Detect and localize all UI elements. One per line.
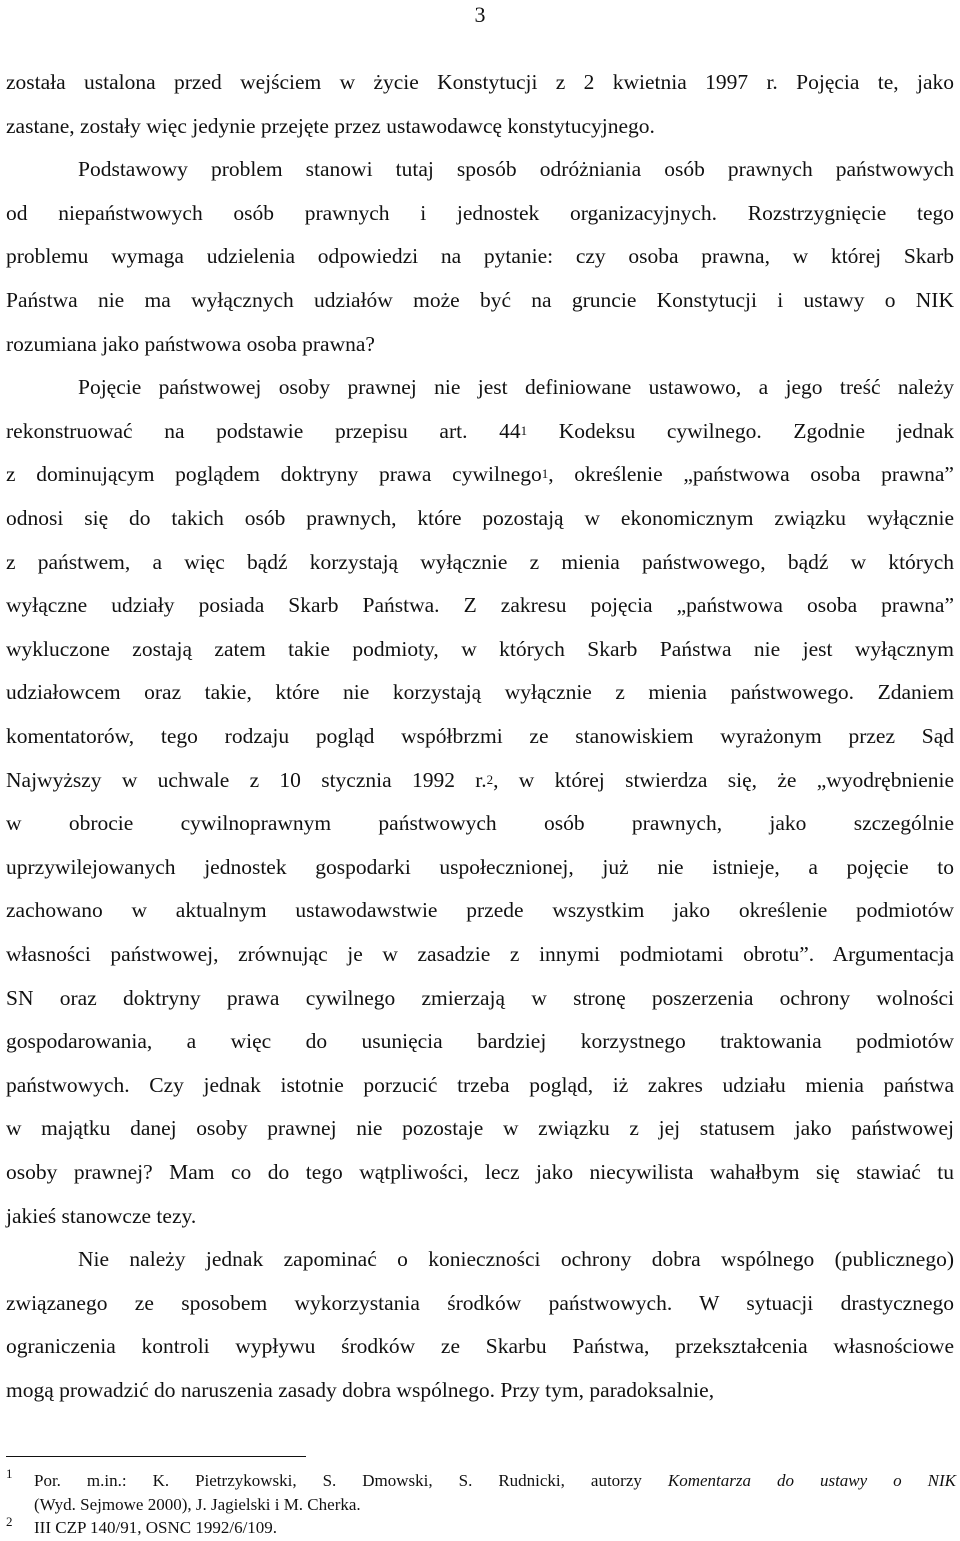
text-line [6,895,954,925]
text-line [78,372,954,402]
text-segment: osoby prawnej? Mam co do tego wątpliwości, lecz jako niecywilista wahałbym się stawiać tu [6,1160,954,1184]
text-segment: problemu wymaga udzielenia odpowiedzi na pytanie: czy osoba prawna, w której Skarb [6,244,954,269]
text-segment: związanego ze sposobem wykorzystania środków państwowych. W sytuacji drastycznego [6,1290,954,1315]
footnote-separator [6,1456,306,1457]
text-line [6,503,954,533]
text-line [6,765,954,795]
text-line [6,285,954,315]
footnote-1-mark: 1 [6,1466,13,1481]
footnote-1-text: Por. m.in.: K. Pietrzykowski, S. Dmowski, S. Rudnicki, autorzy [34,1471,668,1490]
text-line [78,1244,954,1274]
footnote-1-line-2: (Wyd. Sejmowe 2000), J. Jagielski i M. Cherka. [34,1495,361,1514]
text-segment: rekonstruować na podstawie przepisu art. 44 [6,418,521,443]
text-segment: wyłączne udziały posiada Skarb Państwa. Z zakresu pojęcia „państwowa osoba prawna” [6,593,954,618]
text-line [6,1070,954,1100]
text-line [6,459,954,489]
text-segment: , określenie „państwowa osoba prawna” [548,462,954,487]
text-segment: wykluczone zostają zatem takie podmioty, w których Skarb Państwa nie jest wyłącznym [6,636,954,661]
text-segment: jakieś stanowcze tezy. [6,1203,197,1228]
text-segment: mogą prowadzić do naruszenia zasady dobra wspólnego. Przy tym, paradoksalnie, [6,1378,715,1402]
text-line [6,808,954,838]
text-line [6,1026,954,1056]
text-line [6,677,954,707]
text-segment: ograniczenia kontroli wypływu środków ze Skarbu Państwa, przekształcenia własnościowe [6,1334,954,1359]
footnote-2-line-1: III CZP 140/91, OSNC 1992/6/109. [34,1518,278,1537]
text-segment: Kodeksu cywilnego. Zgodnie jednak [527,418,955,443]
text-segment: komentatorów, tego rodzaju pogląd współbrzmi ze stanowiskiem wyrażonym przez Sąd [6,724,954,748]
footnote-reference: 1 [541,466,549,482]
text-segment: udziałowcem oraz takie, które nie korzystają wyłącznie z mienia państwowego. Zdaniem [6,680,954,705]
text-segment: uprzywilejowanych jednostek gospodarki uspołecznionej, już nie istnieje, a pojęcie to [6,854,954,879]
text-line [6,1201,954,1231]
text-line [6,590,954,620]
page-number: 3 [474,2,486,27]
footnote-reference: 1 [520,422,528,438]
text-segment: Nie należy jednak zapominać o konieczności ochrony dobra wspólnego (publicznego) [78,1247,954,1272]
footnote-reference: 2 [486,771,494,787]
text-line [78,154,954,184]
text-line [6,329,954,359]
text-segment: od niepaństwowych osób prawnych i jednostek organizacyjnych. Rozstrzygnięcie tego [6,200,954,225]
text-line [6,1288,954,1318]
text-line [6,1113,954,1143]
text-segment: odnosi się do takich osób prawnych, które pozostają w ekonomicznym związku wyłącznie [6,506,954,530]
text-segment: w majątku danej osoby prawnej nie pozostaje w związku z jej statusem jako państwowej [6,1116,954,1141]
text-line [6,111,954,141]
text-segment: gospodarowania, a więc do usunięcia bardziej korzystnego traktowania podmiotów [6,1029,954,1054]
footnote-1-line-1 [34,1470,956,1492]
text-line [6,241,954,271]
text-segment: rozumiana jako państwowa osoba prawna? [6,331,375,356]
text-segment: , w której stwierdza się, że „wyodrębnienie [493,767,955,792]
text-line [6,1331,954,1361]
text-line [6,198,954,228]
footnote-1-title: Komentarza do ustawy o NIK [667,1471,956,1490]
text-segment: SN oraz doktryny prawa cywilnego zmierzają w stronę poszerzenia ochrony wolności [6,985,954,1010]
text-segment: Pojęcie państwowej osoby prawnej nie jest definiowane ustawowo, a jego treść należy [78,375,954,400]
text-line [6,939,954,969]
text-segment: z państwem, a więc bądź korzystają wyłącznie z mienia państwowego, bądź w których [6,549,954,574]
text-line [6,721,954,751]
text-segment: Najwyższy w uchwale z 10 stycznia 1992 r. [6,767,487,792]
text-segment: Podstawowy problem stanowi tutaj sposób odróżniania osób prawnych państwowych [78,157,954,182]
text-segment: z dominującym poglądem doktryny prawa cywilnego [6,462,542,487]
text-segment: Państwa nie ma wyłącznych udziałów może być na gruncie Konstytucji i ustawy o NIK [6,288,954,312]
text-segment: zastane, zostały więc jedynie przejęte przez ustawodawcę konstytucyjnego. [6,113,655,138]
text-line [6,983,954,1013]
text-segment: własności państwowej, zrównując je w zasadzie z innymi podmiotami obrotu”. Argumentacja [6,942,954,966]
text-segment: została ustalona przed wejściem w życie Konstytucji z 2 kwietnia 1997 r. Pojęcia te, jako [6,70,954,94]
text-line [6,852,954,882]
text-line [6,67,954,97]
text-line [6,634,954,664]
text-segment: w obrocie cywilnoprawnym państwowych osób prawnych, jako szczególnie [6,811,954,836]
text-line [6,547,954,577]
text-segment: państwowych. Czy jednak istotnie porzucić trzeba pogląd, iż zakres udziału mienia państwa [6,1072,954,1097]
text-segment: zachowano w aktualnym ustawodawstwie przede wszystkim jako określenie podmiotów [6,898,954,923]
footnote-2-mark: 2 [6,1514,13,1529]
text-line [6,1157,954,1187]
text-line [6,1375,954,1405]
text-line [6,416,954,446]
